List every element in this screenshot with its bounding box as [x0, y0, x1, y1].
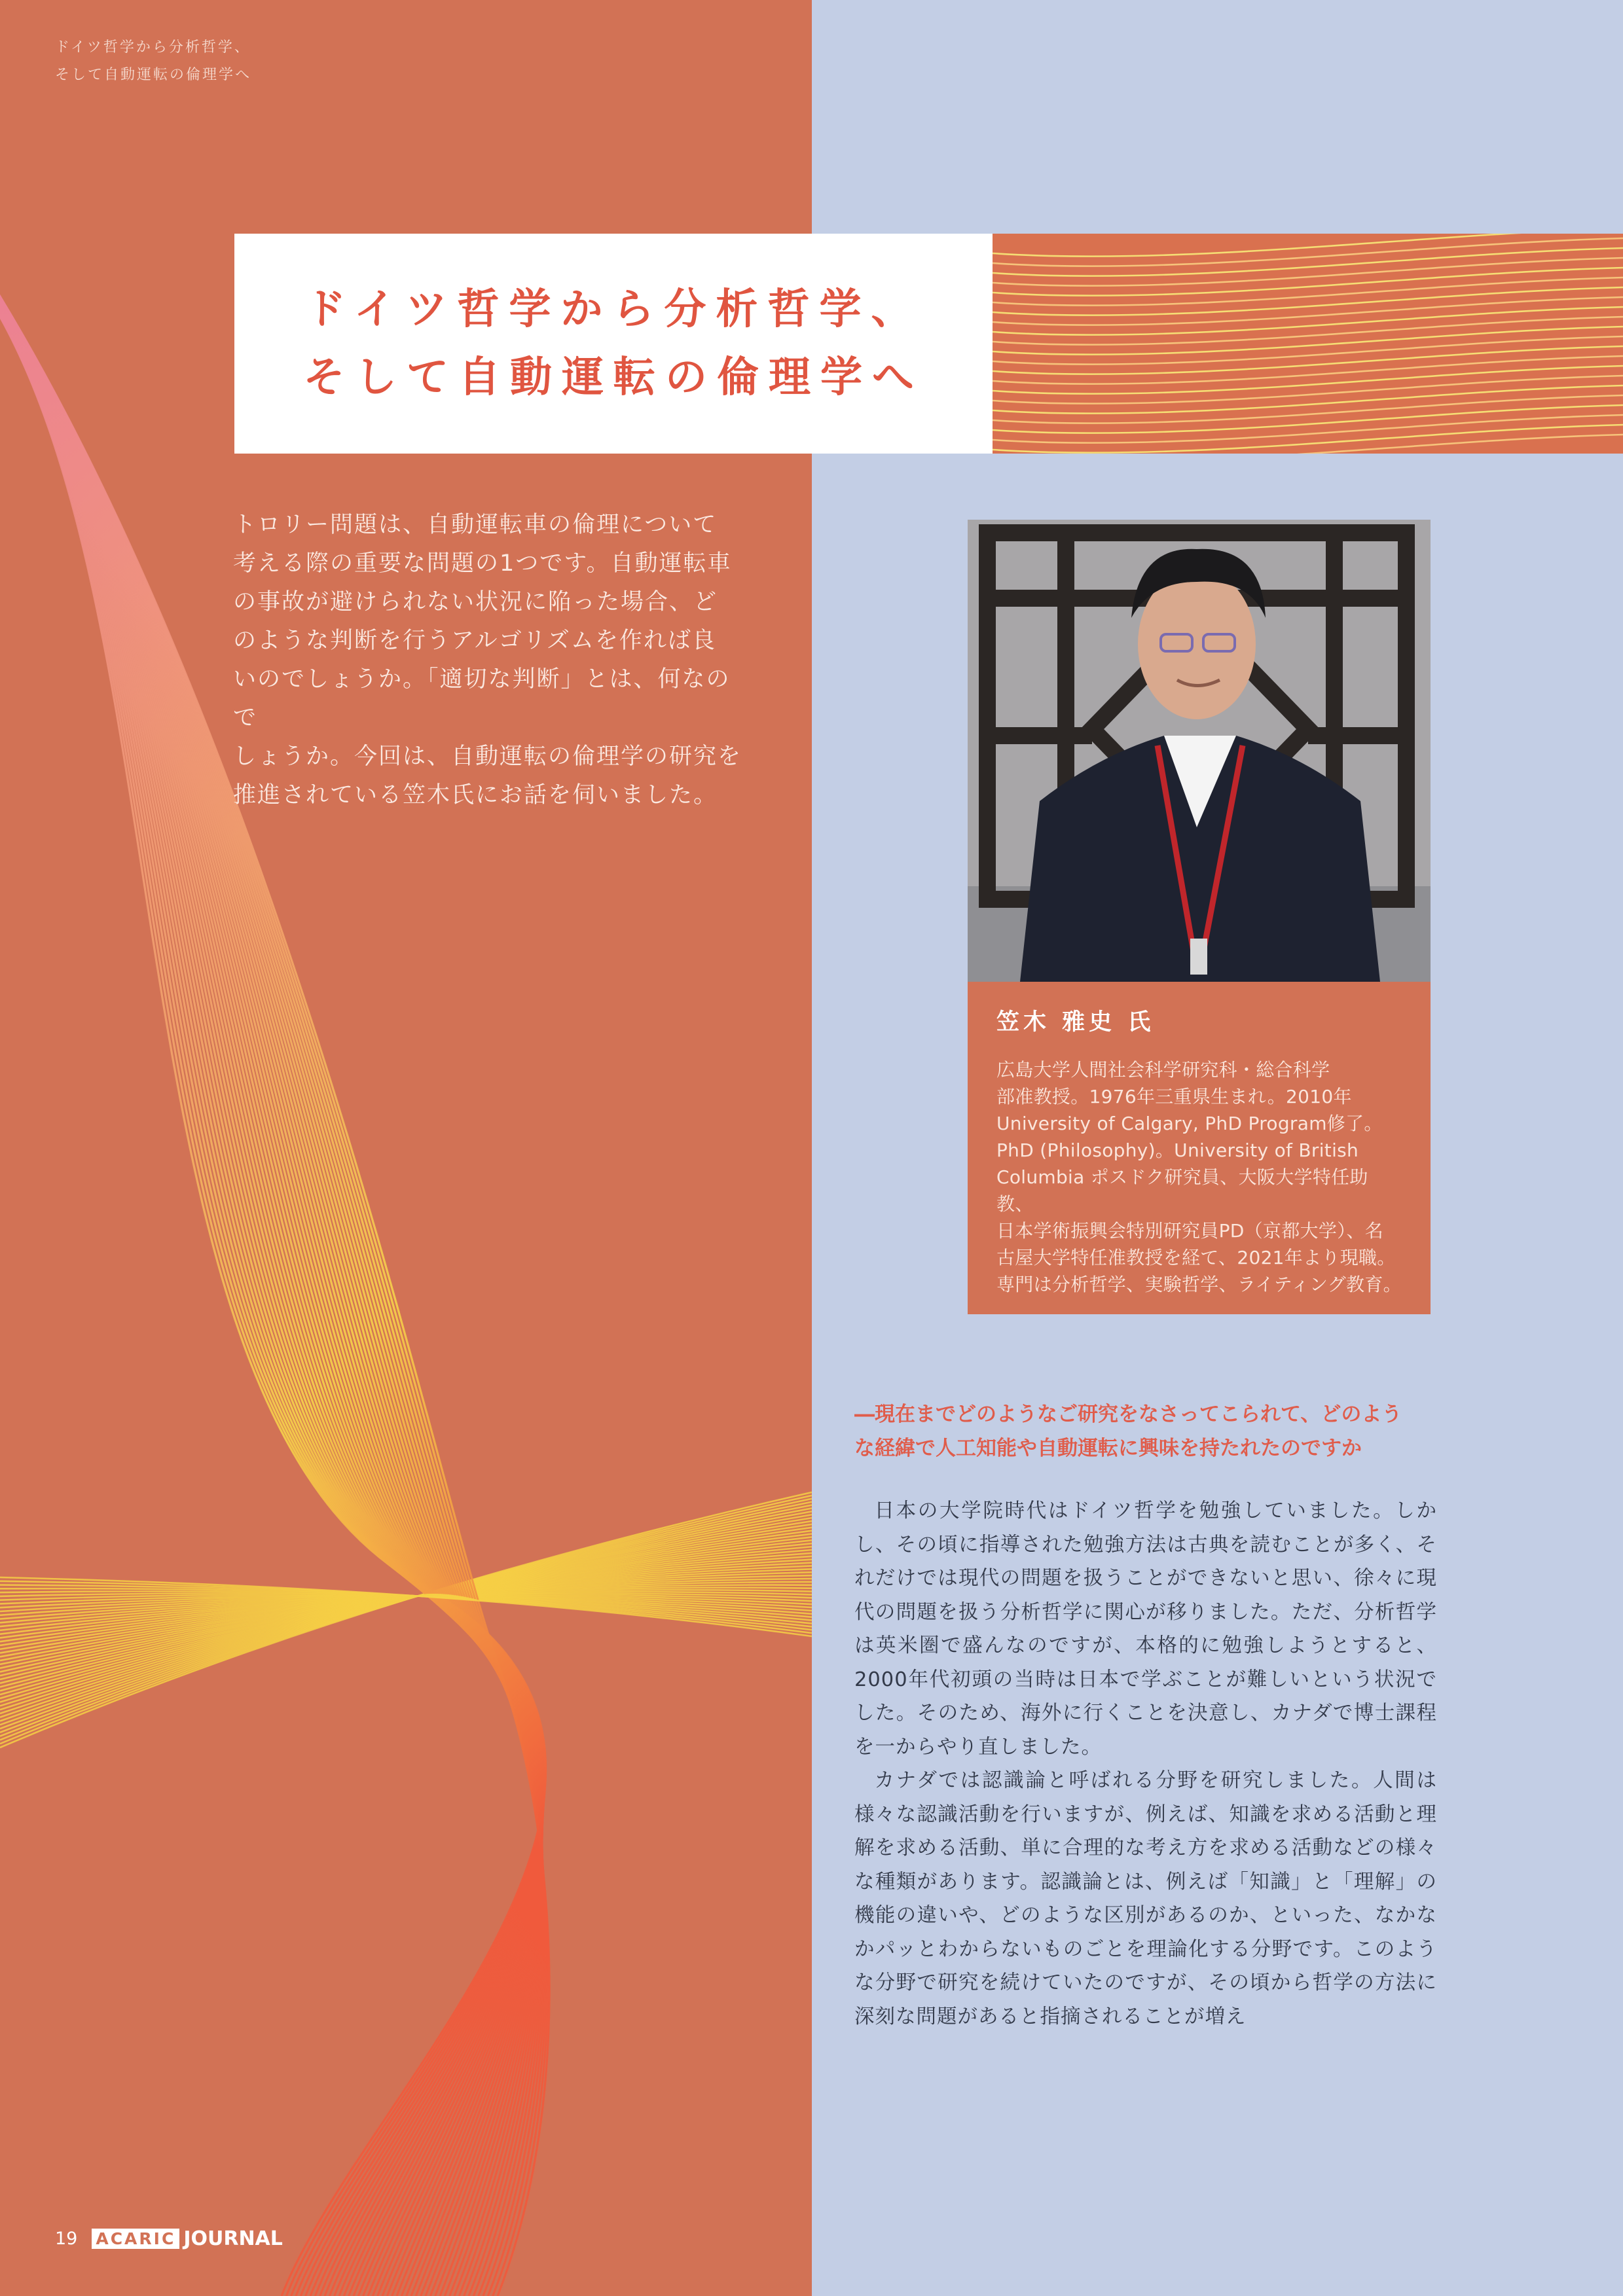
- page-footer: [55, 2227, 283, 2250]
- question-line: な経緯で人工知能や自動運転に興味を持たれたのですか: [854, 1437, 1362, 1460]
- lead-line: 考える際の重要な問題の1つです。自動運転車: [233, 550, 732, 577]
- bio-line: 広島大学人間社会科学研究科・総合科学: [996, 1059, 1330, 1081]
- answer-paragraph-1: 日本の大学院時代はドイツ哲学を勉強していました。しかし、その頃に指導された勉強方法は古典を読むことが多く、それだけでは現代の問題を扱うことができないと思い、徐々に現代の問題を扱う分析哲学に関心が移りました。ただ、分析哲学は英米圏で盛んなのですが、本格的に勉強しようとすると、2000年代初頭の当時は日本で学ぶことが難しいという状況でした。そのため、海外に行くことを決意し、カナダで博士課程を一からやり直しました。: [854, 1499, 1437, 1759]
- running-head-line: そして自動運転の倫理学へ: [55, 67, 252, 83]
- bio-line: University of Calgary, PhD Program修了。: [996, 1113, 1383, 1134]
- profile-card: [968, 982, 1431, 1314]
- bio-line: 部准教授。1976年三重県生まれ。2010年: [996, 1086, 1352, 1107]
- bio-line: 日本学術振興会特別研究員PD（京都大学）、名: [996, 1220, 1384, 1242]
- bio-line: PhD (Philosophy)。University of British: [996, 1139, 1359, 1161]
- journal-logo-word: JOURNAL: [183, 2227, 283, 2250]
- answer-paragraph-2: カナダでは認識論と呼ばれる分野を研究しました。人間は様々な認識活動を行いますが、例えば、知識を求める活動と理解を求める活動、単に合理的な考え方を求める活動などの様々な種類があります。認識論とは、例えば「知識」と「理解」の機能の違いや、どのような区別があるのか、といった、なかなかパッとわからないものごとを理論化する分野です。このような分野で研究を続けていたのですが、その頃から哲学の方法に深刻な問題があると指摘されることが増え: [854, 1769, 1437, 2028]
- page-number: 19: [55, 2229, 78, 2249]
- lead-line: のような判断を行うアルゴリズムを作れば良: [233, 628, 716, 654]
- bio-line: 古屋大学特任准教授を経て、2021年より現職。: [996, 1247, 1396, 1268]
- profile-bio: [996, 1056, 1402, 1298]
- bio-line: Columbia ポスドク研究員、大阪大学特任助教、: [996, 1166, 1368, 1215]
- portrait-illustration: [968, 520, 1431, 982]
- lead-line: の事故が避けられない状況に陥った場合、ど: [233, 589, 718, 615]
- lead-paragraph: [233, 506, 750, 815]
- question-line: ―現在までどのようなご研究をなさってこられて、どのよう: [854, 1403, 1402, 1426]
- running-head: [55, 34, 382, 89]
- interview-question: [854, 1397, 1437, 1465]
- lead-line: トロリー問題は、自動運転車の倫理について: [233, 512, 718, 538]
- interview-answer: [854, 1494, 1437, 2034]
- running-head-line: ドイツ哲学から分析哲学、: [55, 39, 251, 56]
- lead-line: 推進されている笠木氏にお話を伺いました。: [233, 782, 718, 808]
- portrait-photo: [968, 520, 1431, 982]
- title-stripe-pattern: [993, 234, 1623, 454]
- bio-line: 専門は分析哲学、実験哲学、ライティング教育。: [996, 1274, 1402, 1295]
- profile-name: 笠木 雅史 氏: [996, 1009, 1155, 1035]
- journal-logo-box: ACARIC: [92, 2229, 179, 2249]
- lead-line: いのでしょうか。「適切な判断」とは、何なので: [233, 666, 731, 731]
- article-title-box: [234, 234, 993, 454]
- article-title-line-2: そして自動運転の倫理学へ: [303, 353, 924, 402]
- article-title-line-1: ドイツ哲学から分析哲学、: [304, 285, 923, 334]
- lead-line: しょうか。今回は、自動運転の倫理学の研究を: [233, 744, 742, 770]
